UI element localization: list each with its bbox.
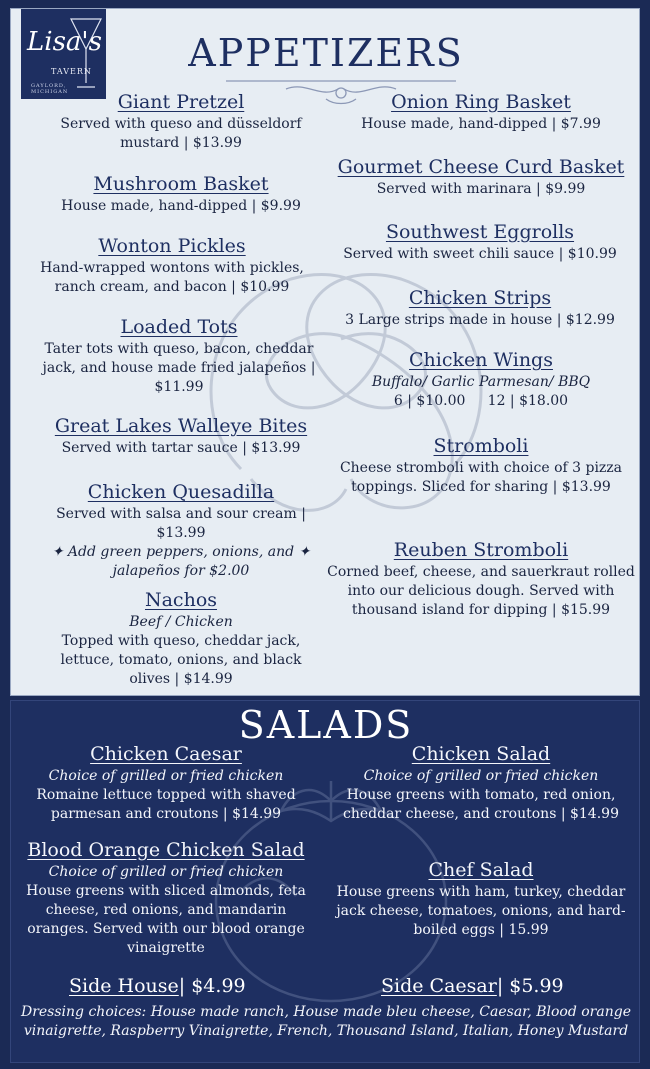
item-sub: Choice of grilled or fried chicken	[48, 864, 284, 880]
menu-item	[31, 173, 331, 216]
item-name: Chicken Quesadilla	[87, 481, 275, 503]
item-desc: House greens with sliced almonds, feta cheese, red onions, and mandarin oranges. Served with our blood orange vinaigrette	[26, 883, 306, 956]
appetizers-heading: APPETIZERS	[188, 31, 464, 75]
salad-item	[13, 839, 319, 958]
side-house	[69, 975, 246, 997]
menu-item	[41, 589, 321, 689]
item-desc: House made, hand-dipped | $7.99	[361, 116, 601, 132]
item-addon: ✦ Add green peppers, onions, and ✦ jalapeños for $2.00	[51, 544, 311, 579]
item-desc: 3 Large strips made in house | $12.99	[345, 312, 615, 328]
item-name: Loaded Tots	[120, 316, 238, 338]
item-name: Reuben Stromboli	[393, 539, 569, 561]
item-desc: House made, hand-dipped | $9.99	[61, 198, 301, 214]
menu-item	[327, 221, 633, 264]
appetizers-panel	[10, 8, 640, 696]
side-caesar	[381, 975, 564, 997]
salad-item	[21, 743, 311, 824]
item-desc: Served with queso and düsseldorf mustard | $13.99	[60, 116, 302, 151]
item-name: Mushroom Basket	[93, 173, 269, 195]
side-caesar-price: | $5.99	[496, 975, 564, 997]
item-desc: House greens with tomato, red onion, cheddar cheese, and croutons | $14.99	[343, 787, 619, 822]
item-name: Chicken Strips	[408, 287, 552, 309]
item-name: Gourmet Cheese Curd Basket	[337, 156, 625, 178]
menu-item	[41, 481, 321, 581]
item-name: Chef Salad	[428, 859, 534, 881]
item-name: Blood Orange Chicken Salad	[27, 839, 305, 861]
item-sub: Choice of grilled or fried chicken	[48, 768, 284, 784]
item-name: Nachos	[144, 589, 218, 611]
item-name: Stromboli	[433, 435, 529, 457]
item-desc: Romaine lettuce topped with shaved parmesan and croutons | $14.99	[36, 787, 296, 822]
item-name: Giant Pretzel	[117, 91, 245, 113]
menu-item	[333, 435, 629, 497]
side-house-price: | $4.99	[178, 975, 246, 997]
item-name: Great Lakes Walleye Bites	[54, 415, 308, 437]
item-desc: Cheese stromboli with choice of 3 pizza toppings. Sliced for sharing | $13.99	[339, 460, 623, 495]
menu-item	[325, 539, 637, 620]
logo-location: GAYLORD, MICHIGAN	[31, 83, 69, 95]
logo-tavern: TAVERN	[51, 67, 92, 76]
item-name: Wonton Pickles	[98, 235, 246, 257]
item-name: Chicken Wings	[409, 349, 553, 371]
menu-item	[41, 91, 321, 153]
dressing-choices: Dressing choices: House made ranch, House made bleu cheese, Caesar, Blood orange vinaigrette, Raspberry Vinaigrette, French, Thousand Island, Italian, Honey Mustard	[20, 1004, 631, 1039]
logo-script: Lisa's	[27, 27, 102, 57]
item-desc: Tater tots with queso, bacon, cheddar jack, and house made fried jalapeños | $11.99	[42, 341, 316, 395]
item-desc: House greens with ham, turkey, cheddar jack cheese, tomatoes, onions, and hard-boiled eggs | 15.99	[336, 884, 626, 938]
menu-item	[331, 349, 631, 411]
menu-item	[21, 235, 323, 297]
salad-item	[331, 859, 631, 940]
menu-item	[327, 287, 633, 330]
item-name: Southwest Eggrolls	[385, 221, 575, 243]
item-desc: Corned beef, cheese, and sauerkraut rolled into our delicious dough. Served with thousand island for dipping | $15.99	[327, 564, 635, 618]
item-desc: Served with marinara | $9.99	[376, 181, 586, 197]
menu-item	[31, 415, 331, 458]
item-desc: Topped with queso, cheddar jack, lettuce, tomato, onions, and black olives | $14.99	[60, 633, 302, 687]
salads-heading: SALADS	[238, 703, 414, 747]
item-name: Chicken Caesar	[90, 743, 242, 765]
item-desc: Served with salsa and sour cream | $13.99	[56, 506, 306, 541]
side-caesar-name: Side Caesar	[381, 975, 497, 997]
menu-item	[29, 316, 329, 397]
item-name: Onion Ring Basket	[391, 91, 571, 113]
salads-panel	[10, 700, 640, 1063]
item-desc: Served with tartar sauce | $13.99	[61, 440, 301, 456]
item-desc: 6 | $10.00 12 | $18.00	[393, 393, 569, 409]
item-desc: Hand-wrapped wontons with pickles, ranch cream, and bacon | $10.99	[40, 260, 304, 295]
menu-item	[331, 91, 631, 134]
salad-item	[331, 743, 631, 824]
menu-item	[323, 156, 639, 199]
item-sub: Buffalo/ Garlic Parmesan/ BBQ	[371, 374, 591, 390]
side-house-name: Side House	[69, 975, 179, 997]
item-sub: Beef / Chicken	[129, 614, 233, 630]
item-sub: Choice of grilled or fried chicken	[363, 768, 599, 784]
item-desc: Served with sweet chili sauce | $10.99	[343, 246, 617, 262]
item-name: Chicken Salad	[411, 743, 551, 765]
